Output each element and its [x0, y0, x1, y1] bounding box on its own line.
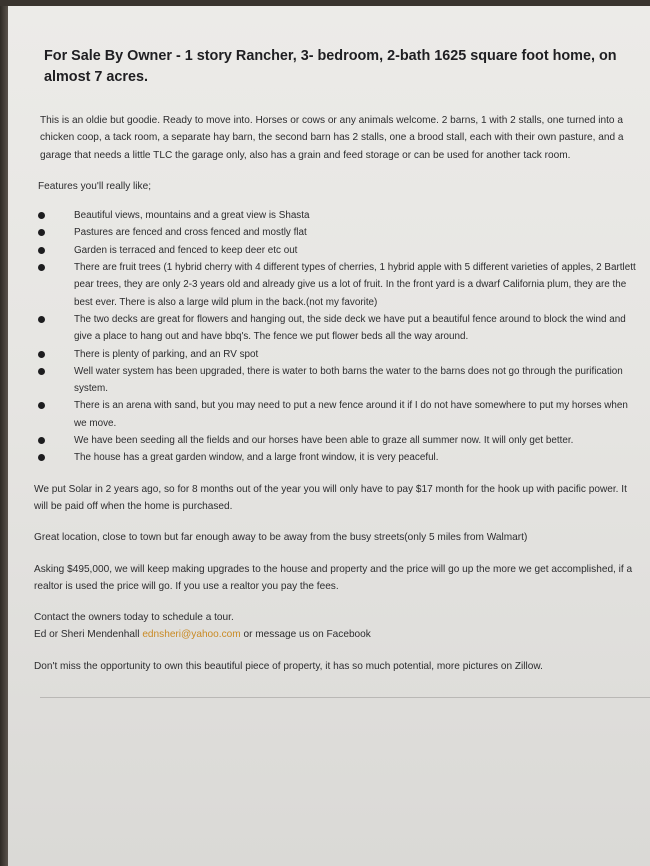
bullet-icon	[38, 402, 45, 409]
bullet-icon	[38, 229, 45, 236]
bullet-icon	[38, 264, 45, 271]
location-paragraph: Great location, close to town but far enough away to be away from the busy streets(only 5 miles from Walmart)	[34, 532, 528, 544]
bullet-icon	[38, 247, 45, 254]
features-heading: Features you'll really like;	[38, 180, 152, 192]
solar-paragraph: We put Solar in 2 years ago, so for 8 months out of the year you will only have to pay $17 month for the hook up with pacific power. It will be paid off when the home is purchased.	[34, 483, 627, 512]
flyer-page	[8, 6, 650, 866]
bullet-icon	[38, 212, 45, 219]
feature-item	[64, 432, 636, 449]
feature-text: There are fruit trees (1 hybrid cherry with 4 different types of cherries, 1 hybrid apple with 5 different varieties of apples, 2 Bartlett pear trees, they are only 2-3 years old and already give us a lot of fruit. In the front yard is a dwarf California plum, they are the best ever. There is also a large wild plum in the back.(not my favorite)	[74, 262, 636, 308]
feature-text: Beautiful views, mountains and a great view is Shasta	[74, 210, 310, 222]
feature-item	[64, 449, 636, 466]
listing-title: For Sale By Owner - 1 story Rancher, 3- bedroom, 2-bath 1625 square foot home, on almost 7 acres.	[44, 48, 617, 85]
bullet-icon	[38, 368, 45, 375]
feature-text: Garden is terraced and fenced to keep deer etc out	[74, 244, 298, 256]
divider-line	[40, 697, 650, 698]
bullet-icon	[38, 437, 45, 444]
bullet-icon	[38, 316, 45, 323]
facebook-note: or message us on Facebook	[243, 629, 371, 641]
email-address: ednsheri@yahoo.com	[142, 629, 241, 641]
feature-text: The house has a great garden window, and a large front window, it is very peaceful.	[74, 452, 439, 464]
feature-item	[64, 259, 636, 311]
feature-text: Pastures are fenced and cross fenced and mostly flat	[74, 227, 307, 239]
features-list	[34, 207, 636, 466]
intro-paragraph: This is an oldie but goodie. Ready to move into. Horses or cows or any animals welcome. 2 barns, 1 with 2 stalls, one turned into a chicken coop, a tack room, a separate hay barn, the second barn has 2 stalls, one a brood stall, each with their own pasture, and a garage that needs a little TLC the garage only, also has a grain and feed storage or can be used for another tack room.	[40, 115, 624, 161]
bullet-icon	[38, 351, 45, 358]
contact-line: Contact the owners today to schedule a tour.	[34, 612, 234, 624]
feature-text: There is plenty of parking, and an RV spot	[74, 348, 259, 360]
feature-text: There is an arena with sand, but you may need to put a new fence around it if I do not have somewhere to put my horses when we move.	[74, 400, 628, 429]
feature-item	[64, 207, 636, 224]
closing-paragraph: Don't miss the opportunity to own this beautiful piece of property, it has so much potential, more pictures on Zillow.	[34, 660, 543, 672]
bullet-icon	[38, 454, 45, 461]
feature-text: We have been seeding all the fields and our horses have been able to graze all summer now. It will only get better.	[74, 435, 574, 447]
owner-names: Ed or Sheri Mendenhall	[34, 629, 140, 641]
paper-edge-shadow	[0, 6, 8, 866]
asking-price-paragraph: Asking $495,000, we will keep making upgrades to the house and property and the price will go up the more we get accomplished, if a realtor is used the price will go. If you use a realtor you pay the fees.	[34, 563, 633, 592]
feature-item	[64, 346, 636, 363]
feature-text: The two decks are great for flowers and hanging out, the side deck we have put a beautiful fence around to block the wind and give a place to hang out and have bbq's. The fence we put flower beds all the way around.	[74, 313, 626, 343]
feature-item	[64, 242, 636, 259]
feature-item	[64, 397, 636, 432]
feature-text: Well water system has been upgraded, there is water to both barns the water to the barns does not go through the purification system.	[74, 365, 623, 395]
feature-item	[64, 363, 636, 398]
feature-item	[64, 224, 636, 241]
contact-paragraph	[34, 609, 636, 644]
feature-item	[64, 311, 636, 346]
